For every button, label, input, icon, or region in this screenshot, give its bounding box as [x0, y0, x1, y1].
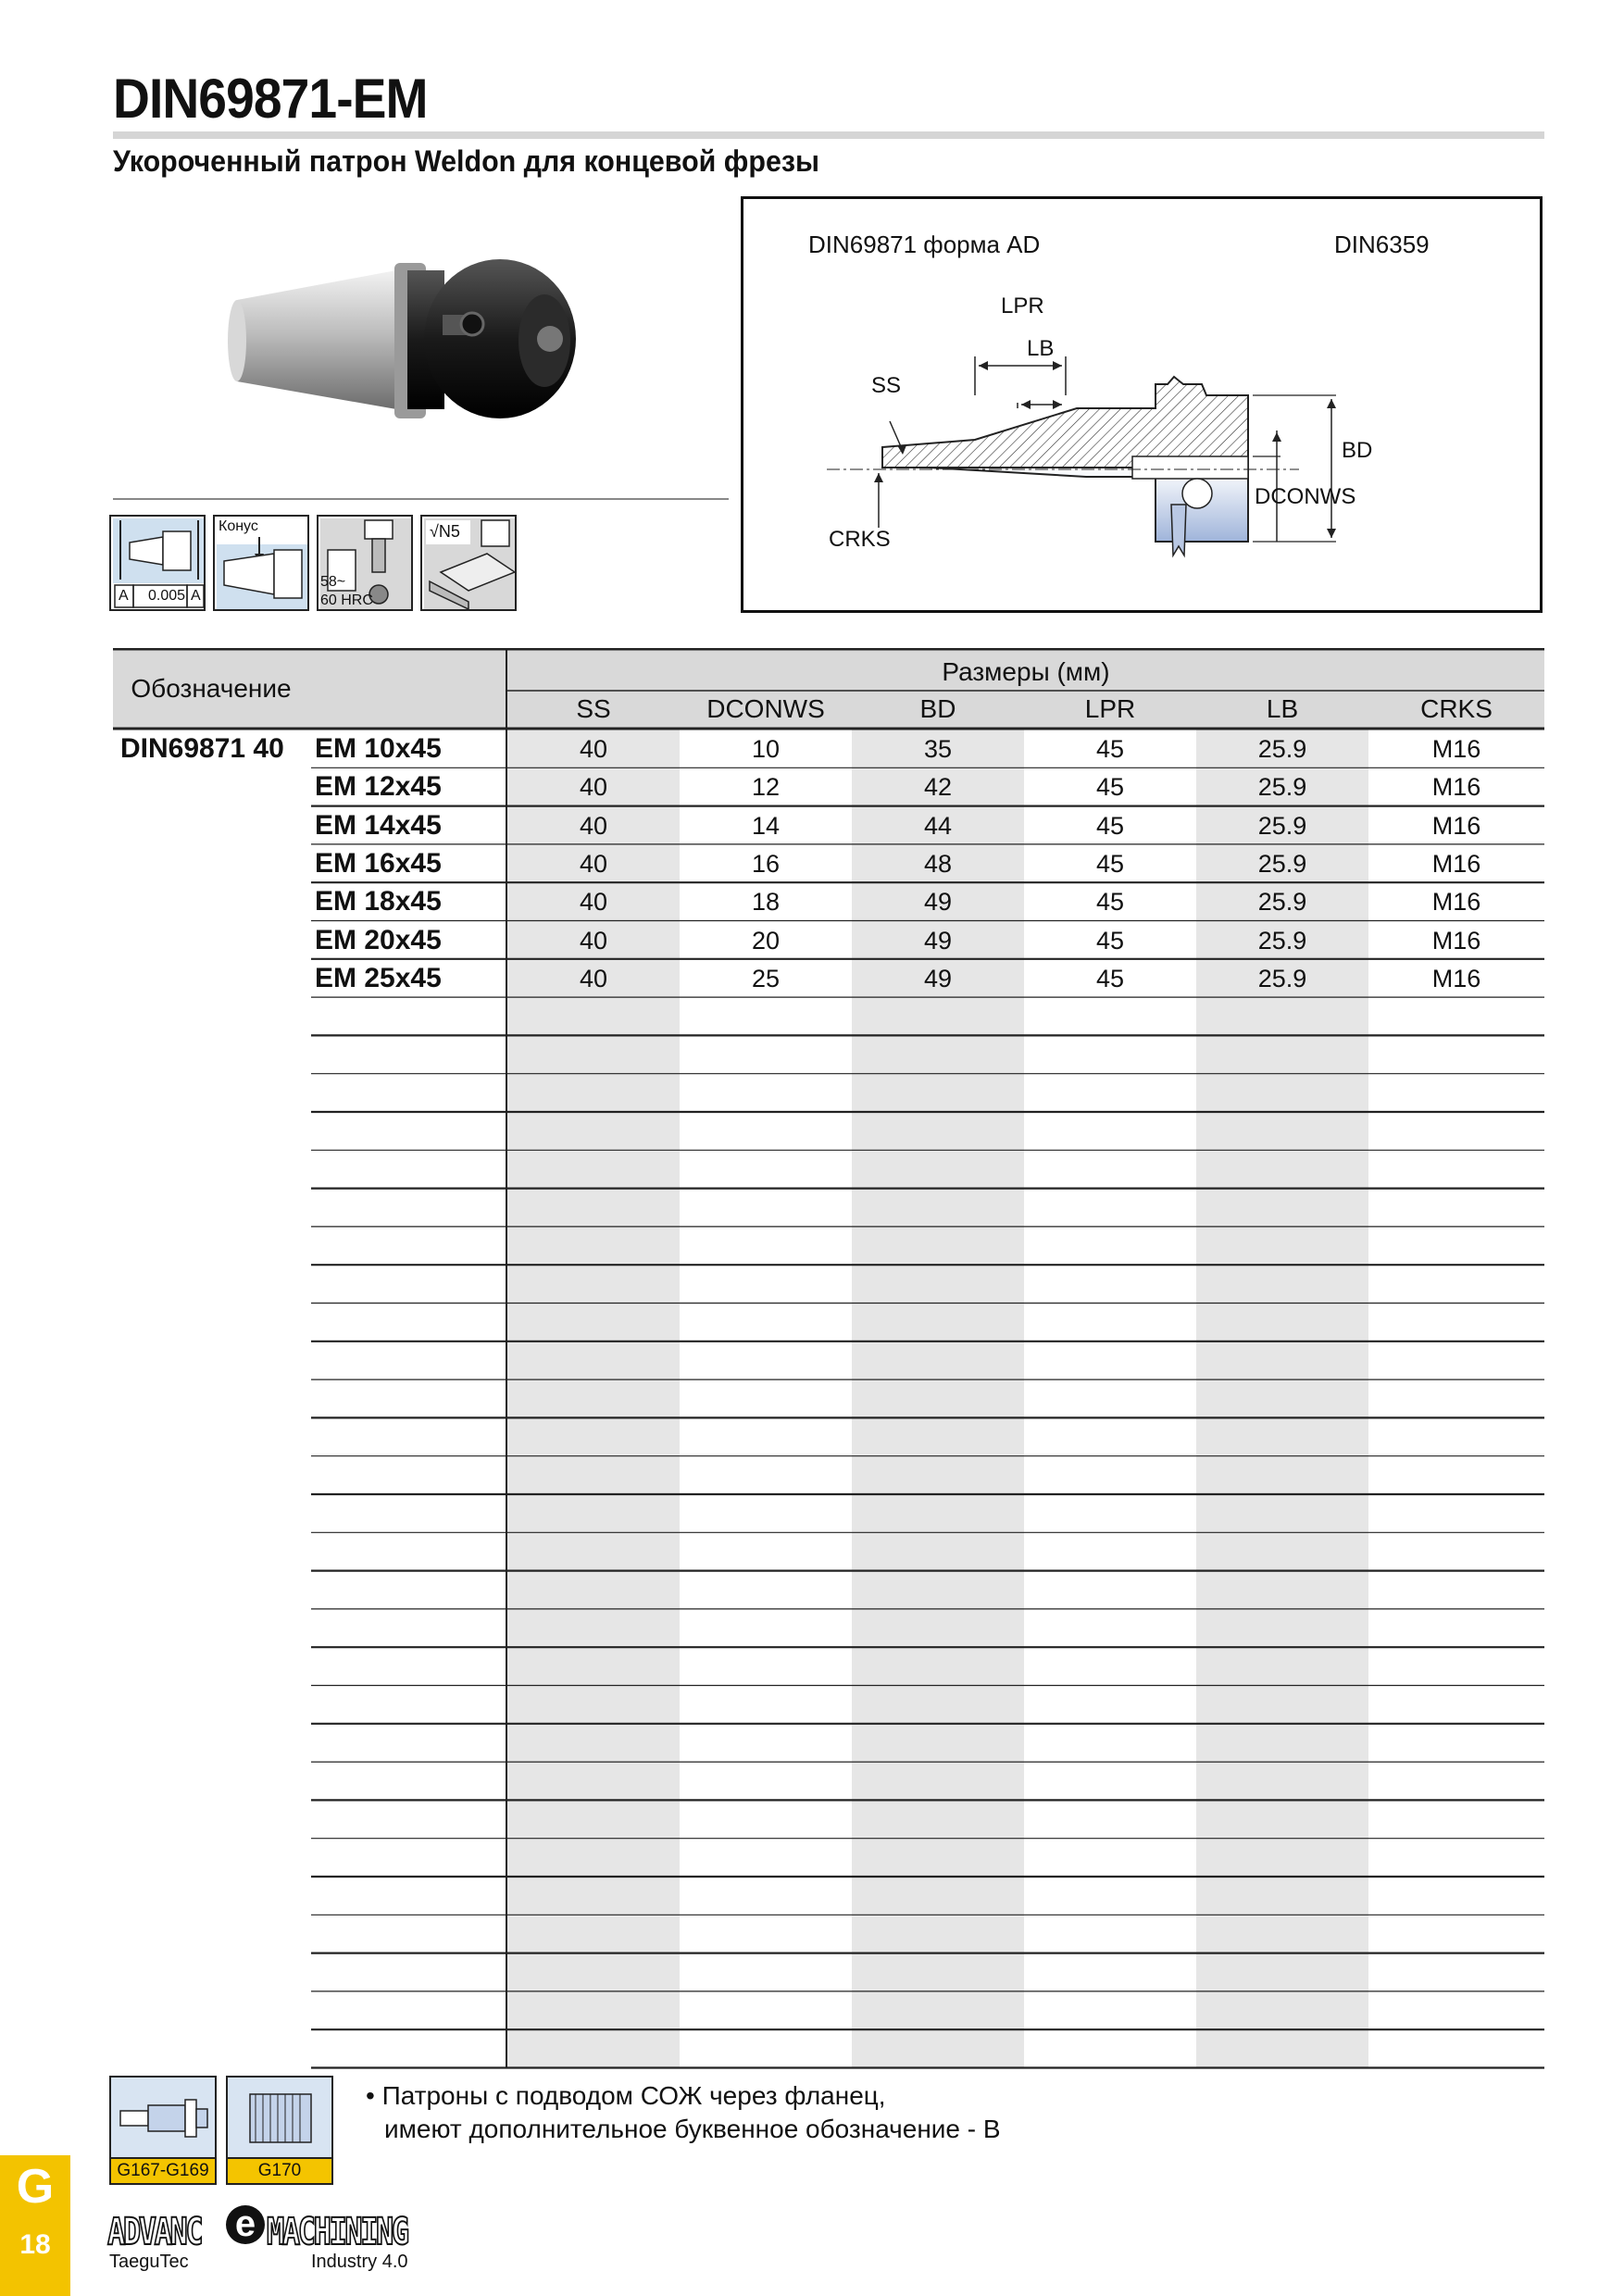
cell-lpr: 45	[1095, 811, 1125, 840]
cell-lb: 25.9	[1257, 888, 1307, 917]
page-number: 18	[19, 2229, 51, 2260]
col-header-ss: SS	[576, 694, 611, 723]
table-row	[113, 806, 1544, 844]
section-letter: G	[16, 2160, 55, 2214]
table-row	[113, 767, 1544, 805]
col-header-lb: LB	[1266, 694, 1299, 723]
cell-lpr: 45	[1095, 773, 1125, 802]
cell-ss: 40	[579, 926, 608, 955]
cell-bd: 35	[923, 735, 953, 763]
runout-icon	[109, 515, 206, 611]
table-row	[113, 730, 1544, 767]
cell-crks: M16	[1431, 964, 1481, 992]
coolant-note	[366, 2079, 1001, 2146]
cell-dconws: 16	[751, 849, 781, 878]
cell-lb: 25.9	[1257, 849, 1307, 878]
surface-finish-icon	[420, 515, 517, 611]
row-designation: EM 12x45	[315, 771, 442, 803]
cell-bd: 49	[923, 888, 953, 917]
logo-sub-right: Industry 4.0	[311, 2252, 408, 2272]
cell-dconws: 25	[751, 964, 781, 992]
table-row	[113, 882, 1544, 920]
cell-ss: 40	[579, 888, 608, 917]
cell-crks: M16	[1431, 811, 1481, 840]
row-designation: EM 14x45	[315, 809, 442, 841]
col-header-bd: BD	[919, 694, 956, 723]
row-designation: EM 20x45	[315, 924, 442, 955]
dim-bd-label: BD	[1342, 438, 1373, 463]
row-designation: EM 18x45	[315, 886, 442, 917]
cell-crks: M16	[1431, 735, 1481, 763]
dim-ss-label: SS	[871, 373, 902, 398]
cell-bd: 49	[923, 926, 953, 955]
hardness-icon	[317, 515, 413, 611]
dim-crks-label: CRKS	[829, 527, 891, 552]
photo-divider	[113, 498, 729, 500]
table-row	[113, 959, 1544, 997]
table-row	[113, 844, 1544, 882]
taper-icon	[213, 515, 309, 611]
logo-text-left: ADVANC	[107, 2211, 202, 2253]
cell-dconws: 18	[751, 888, 781, 917]
logo-e-mark: e	[226, 2205, 265, 2244]
cell-crks: M16	[1431, 849, 1481, 878]
cell-bd: 44	[923, 811, 953, 840]
cell-bd: 42	[923, 773, 953, 802]
cell-dconws: 10	[751, 735, 781, 763]
cell-bd: 48	[923, 849, 953, 878]
cell-lb: 25.9	[1257, 735, 1307, 763]
row-designation: EM 25x45	[315, 962, 442, 993]
cell-crks: M16	[1431, 773, 1481, 802]
title-divider	[113, 131, 1544, 139]
surface-finish-label: √N5	[430, 522, 460, 541]
logo-text-right: MACHINING	[267, 2211, 407, 2253]
cell-crks: M16	[1431, 926, 1481, 955]
cell-lpr: 45	[1095, 964, 1125, 992]
section-tab	[0, 2155, 70, 2296]
logo-sub-left: TaeguTec	[109, 2252, 189, 2272]
cell-lpr: 45	[1095, 849, 1125, 878]
accessory-stop-screw-ref: G170	[228, 2157, 331, 2183]
cell-lpr: 45	[1095, 926, 1125, 955]
runout-datum-ref: A	[191, 588, 201, 604]
row-designation: EM 16x45	[315, 847, 442, 879]
cell-dconws: 14	[751, 811, 781, 840]
cell-bd: 49	[923, 964, 953, 992]
col-header-lpr: LPR	[1084, 694, 1136, 723]
stop-screw-icon	[228, 2078, 331, 2159]
technical-drawing	[741, 196, 1543, 613]
dim-dconws-label: DCONWS	[1255, 484, 1356, 509]
cell-ss: 40	[579, 773, 608, 802]
cell-lb: 25.9	[1257, 811, 1307, 840]
cell-crks: M16	[1431, 888, 1481, 917]
row-designation: EM 10x45	[315, 733, 442, 764]
drawing-standard-left: DIN69871 форма AD	[808, 231, 1041, 258]
page-subtitle: Укороченный патрон Weldon для концевой фрезы	[113, 144, 819, 178]
runout-datum-label: A	[119, 588, 129, 604]
taper-label: Конус	[219, 518, 258, 534]
cell-ss: 40	[579, 964, 608, 992]
cell-lb: 25.9	[1257, 773, 1307, 802]
col-header-crks: CRKS	[1420, 694, 1493, 723]
series-prefix: DIN69871 40	[120, 733, 284, 764]
cell-ss: 40	[579, 735, 608, 763]
brand-logo	[107, 2203, 441, 2276]
table-row	[113, 921, 1544, 959]
cell-dconws: 12	[751, 773, 781, 802]
dim-lpr-label: LPR	[1001, 293, 1044, 318]
accessory-stop-screw[interactable]	[226, 2076, 333, 2185]
hardness-line2: 60 HRC	[320, 593, 373, 608]
page-title: DIN69871-EM	[113, 68, 428, 130]
hardness-line1: 58~	[320, 574, 346, 590]
coolant-note-line1: • Патроны с подводом СОЖ через фланец,	[366, 2081, 886, 2110]
coolant-note-line2: имеют дополнительное буквенное обозначение - В	[384, 2115, 1001, 2143]
cell-lb: 25.9	[1257, 926, 1307, 955]
cell-lpr: 45	[1095, 735, 1125, 763]
cell-dconws: 20	[751, 926, 781, 955]
cell-lpr: 45	[1095, 888, 1125, 917]
accessory-pull-stud-ref: G167-G169	[111, 2157, 215, 2183]
cell-lb: 25.9	[1257, 964, 1307, 992]
dim-lb-label: LB	[1027, 336, 1055, 361]
dimensions-header: Размеры (мм)	[942, 657, 1110, 686]
designation-header: Обозначение	[131, 674, 292, 703]
tool-holder-photo	[222, 243, 583, 437]
cell-ss: 40	[579, 849, 608, 878]
runout-value: 0.005	[148, 588, 186, 604]
cell-ss: 40	[579, 811, 608, 840]
pull-stud-icon	[111, 2078, 215, 2159]
col-header-dconws: DCONWS	[706, 694, 825, 723]
accessory-pull-stud[interactable]	[109, 2076, 217, 2185]
drawing-standard-right: DIN6359	[1334, 231, 1430, 258]
